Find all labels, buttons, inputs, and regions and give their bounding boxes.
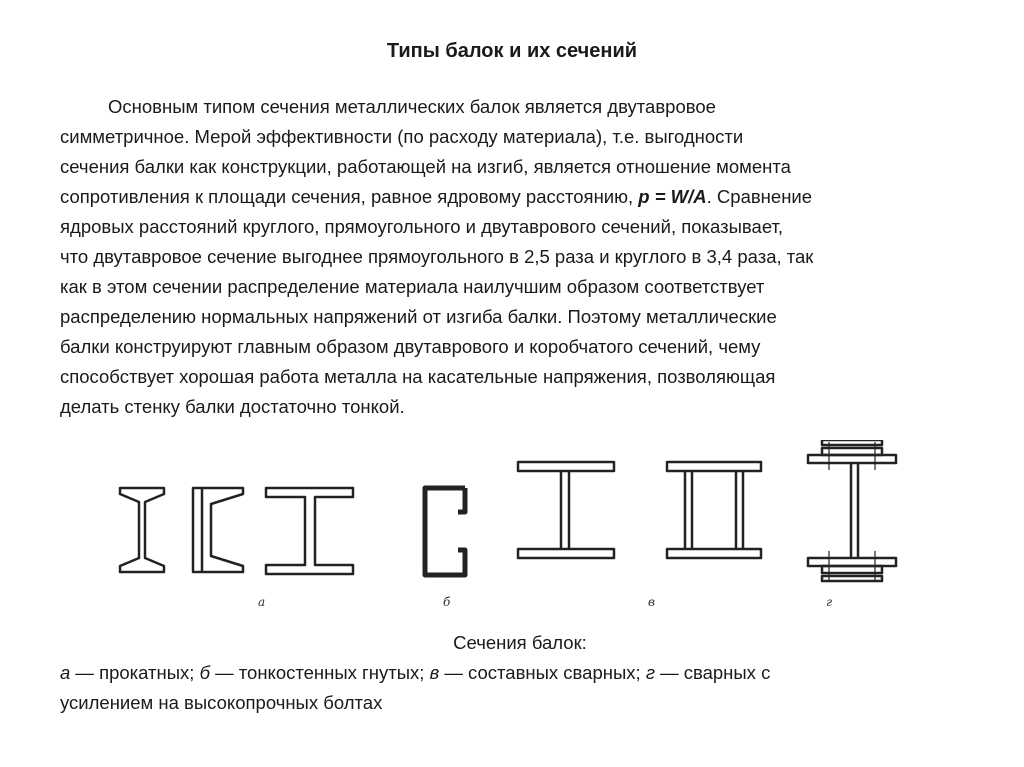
- beam-sections-figure: [0, 440, 1024, 620]
- bolted-flange-top: [822, 448, 882, 455]
- caption-text: — составных сварных;: [439, 662, 646, 683]
- caption-line: усилением на высокопрочных болтах: [60, 692, 383, 713]
- welded-i-beam-top-flange: [518, 462, 614, 471]
- caption-text: — тонкостенных гнутых;: [209, 662, 430, 683]
- caption-title: Сечения балок:: [453, 632, 587, 653]
- rolled-wide-flange-section: [266, 488, 353, 574]
- figure-label-b: б: [443, 595, 451, 609]
- paragraph-line: способствует хорошая работа металла на касательные напряжения, позволяющая: [60, 366, 776, 387]
- paragraph-line: делать стенку балки достаточно тонкой.: [60, 396, 405, 417]
- caption-key: б: [199, 662, 210, 683]
- main-paragraph: [60, 92, 980, 422]
- paragraph-line: симметричное. Мерой эффективности (по расходу материала), т.е. выгодности: [60, 126, 744, 147]
- bolted-flange-bottom: [822, 566, 882, 573]
- paragraph-line: как в этом сечении распределение материала наилучшим образом соответствует: [60, 276, 765, 297]
- caption-key: в: [429, 662, 440, 683]
- caption-text: — сварных с: [654, 662, 771, 683]
- slide-title: Типы балок и их сечений: [386, 40, 638, 62]
- rolled-i-beam-section: [120, 488, 164, 572]
- figure-label-v: в: [648, 595, 655, 609]
- figure-caption: [60, 628, 980, 718]
- paragraph-line: сечения балки как конструкции, работающей на изгиб, является отношение момента: [60, 156, 791, 177]
- paragraph-line: Основным типом сечения металлических балок является двутавровое: [108, 96, 716, 117]
- caption-key: г: [645, 662, 655, 683]
- paragraph-line: [60, 182, 980, 212]
- paragraph-line: ядровых расстояний круглого, прямоугольного и двутаврового сечений, показывает,: [60, 216, 784, 237]
- welded-i-beam-bottom-flange: [518, 549, 614, 558]
- formula: p = W/A: [638, 186, 707, 207]
- figure-label-a: а: [258, 595, 266, 609]
- caption-text: — прокатных;: [70, 662, 200, 683]
- paragraph-text: . Сравнение: [706, 186, 813, 207]
- paragraph-text: сопротивления к площади сечения, равное ядровому расстоянию,: [60, 186, 639, 207]
- figure-label-g: г: [826, 595, 833, 609]
- caption-line: [60, 658, 980, 688]
- cold-formed-channel-section: [425, 488, 465, 575]
- welded-box-top-flange: [667, 462, 761, 471]
- rolled-channel-section: [193, 488, 243, 572]
- caption-key: а: [60, 662, 71, 683]
- paragraph-line: что двутавровое сечение выгоднее прямоугольного в 2,5 раза и круглого в 3,4 раза, так: [60, 246, 814, 267]
- paragraph-line: балки конструируют главным образом двутаврового и коробчатого сечений, чему: [60, 336, 761, 357]
- paragraph-line: распределению нормальных напряжений от изгиба балки. Поэтому металлические: [60, 306, 777, 327]
- welded-box-bottom-flange: [667, 549, 761, 558]
